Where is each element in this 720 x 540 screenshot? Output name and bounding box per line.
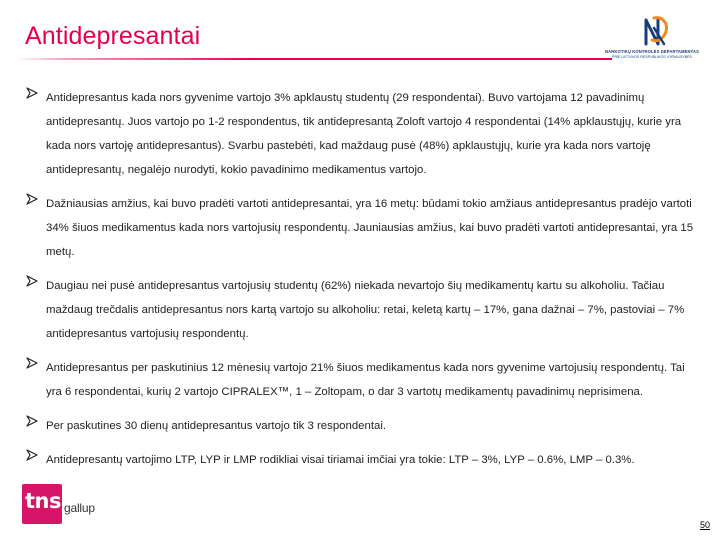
bullet-item xyxy=(26,86,702,182)
bullet-item xyxy=(26,448,702,472)
ndd-monogram-icon xyxy=(632,14,672,50)
tns-logo-text: tns xyxy=(25,489,61,513)
bullet-text: Antidepresantus kada nors gyvenime vartojo 3% apklaustų studentų (29 respondentai). Buvo vartojama 12 pavadinimų antidepresantų. Juos vartojo po 1-2 respondentus, tik antidepresantą Zoloft vartojo 4 respondentai (14% apklaustųjų, kurie yra kada nors vartoję antidepresantus). Svarbu pastebėti, kad maždaug pusė (48%) apklaustųjų, kurie yra kada nors vartoję antidepresantų, negalėjo nurodyti, kokio pavadinimo medikamentus vartojo. xyxy=(46,92,682,176)
arrow-bullet-icon xyxy=(26,415,38,427)
tns-logo-box xyxy=(22,484,62,524)
bullet-text: Antidepresantų vartojimo LTP, LYP ir LMP rodikliai visai tiriamai imčiai yra tokie: LTP – 3%, LYP – 0.6%, LMP – 0.3%. xyxy=(46,454,635,466)
ndd-logo xyxy=(604,14,700,64)
bullet-text: Antidepresantus per paskutinius 12 mėnesių vartojo 21% šiuos medikamentus kada nors gyvenime vartojusių respondentų. Tai yra 6 respondentai, kurių 2 vartojo CIPRALEX™, 1 – Zoltopam, o dar 3 vartotų medikamentų pavadinimų neprisimena. xyxy=(46,362,685,398)
arrow-bullet-icon xyxy=(26,449,38,461)
bullet-text: Dažniausias amžius, kai buvo pradėti vartoti antidepresantai, yra 16 metų: būdami tokio amžiaus antidepresantus pradėjo vartoti 34% šiuos medikamentus kada nors vartojusių respondentų. Jauniausias amžius, kai buvo pradėti vartoti antidepresantai, yra 15 metų. xyxy=(46,198,694,258)
arrow-bullet-icon xyxy=(26,275,38,287)
arrow-bullet-icon xyxy=(26,87,38,99)
arrow-bullet-icon xyxy=(26,357,38,369)
slide-title: Antidepresantai xyxy=(25,22,201,50)
gallup-logo-text: gallup xyxy=(64,501,95,515)
bullet-item xyxy=(26,274,702,346)
bullet-item xyxy=(26,414,702,438)
bullet-text: Daugiau nei pusė antidepresantus vartojusių studentų (62%) niekada nevartojo šių medikamentų kartu su alkoholiu. Tačiau maždaug trečdalis antidepresantus nors kartą vartojo su alkoholiu: retai, keletą kartų – 17%, gana dažnai – 7%, pastoviai – 7% antidepresantus vartojusių respondentų. xyxy=(46,280,685,340)
bullet-text: Per paskutines 30 dienų antidepresantus vartojo tik 3 respondentai. xyxy=(46,420,387,432)
tns-gallup-logo xyxy=(22,482,108,526)
ndd-logo-line2: PRIE LIETUVOS RESPUBLIKOS VYRIAUSYBĖS xyxy=(612,55,692,59)
page-number: 50 xyxy=(699,520,710,530)
ndd-logo-line1: NARKOTIKŲ KONTROLĖS DEPARTAMENTAS xyxy=(604,49,700,54)
title-divider xyxy=(16,58,612,60)
bullet-item xyxy=(26,192,702,264)
bullet-item xyxy=(26,356,702,404)
bullet-list xyxy=(26,92,702,472)
arrow-bullet-icon xyxy=(26,193,38,205)
